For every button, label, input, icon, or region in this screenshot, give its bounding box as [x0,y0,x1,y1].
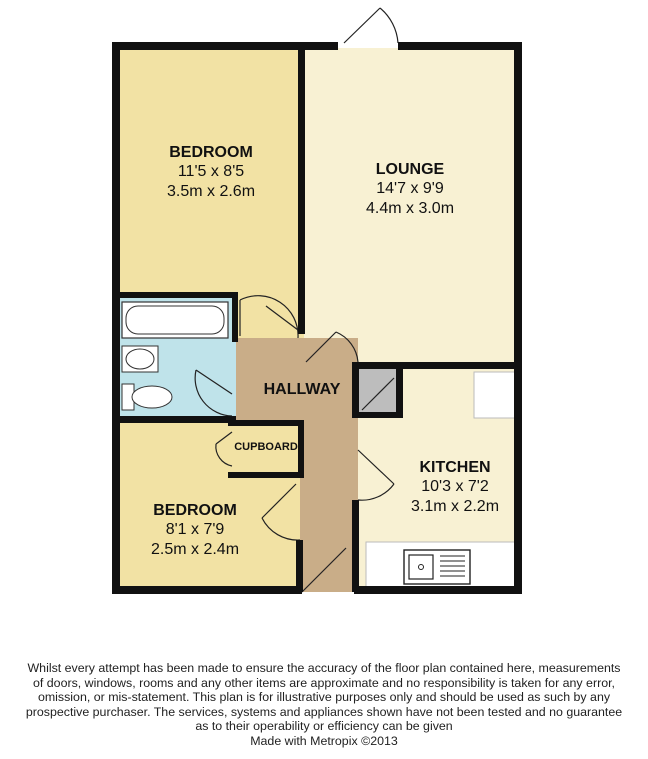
kitchen-metric: 3.1m x 2.2m [410,498,500,515]
hallway-label [240,380,364,399]
disclaimer-line: prospective purchaser. The services, systems and appliances shown have not been tested and no guarantee [25,704,623,719]
lounge-imperial: 14'7 x 9'9 [376,180,444,197]
lounge-metric: 4.4m x 3.0m [365,200,455,217]
kitchen-name: KITCHEN [419,459,491,476]
hallway-corridor-area [300,338,358,592]
toilet [122,384,172,410]
disclaimer-line: of doors, windows, rooms and any other items are approximate and no responsibility is taken for any error, [33,675,615,690]
bedroom-2-name: BEDROOM [153,502,237,519]
bedroom-1-name: BEDROOM [169,144,253,161]
kitchen-label [376,458,534,517]
cupboard-label [232,441,300,453]
bedroom-1-label [130,143,292,202]
kitchen-imperial: 10'3 x 7'2 [421,478,489,495]
bedroom-2-label [120,501,270,560]
bathtub [122,302,228,338]
bedroom-1-imperial: 11'5 x 8'5 [177,163,245,180]
hallway-name: HALLWAY [263,381,341,398]
made-with-credit: Made with Metropix ©2013 [250,733,398,748]
bedroom-2-imperial: 8'1 x 7'9 [165,521,225,538]
cupboard-name: CUPBOARD [234,441,298,453]
disclaimer-line: as to their operability or efficiency can be given [195,719,453,734]
sink [404,550,470,584]
wash-basin [122,346,158,372]
bedroom-1-metric: 3.5m x 2.6m [166,183,256,200]
disclaimer [0,661,648,749]
kitchen-appliance-space [474,372,516,418]
lounge-name: LOUNGE [375,161,445,178]
lounge-label [324,160,496,219]
disclaimer-line: omission, or mis-statement. This plan is for illustrative purposes only and should be used as such by any [37,690,611,705]
bedroom-2-metric: 2.5m x 2.4m [150,541,240,558]
disclaimer-line: Whilst every attempt has been made to ensure the accuracy of the floor plan contained here, measurements [27,661,621,675]
